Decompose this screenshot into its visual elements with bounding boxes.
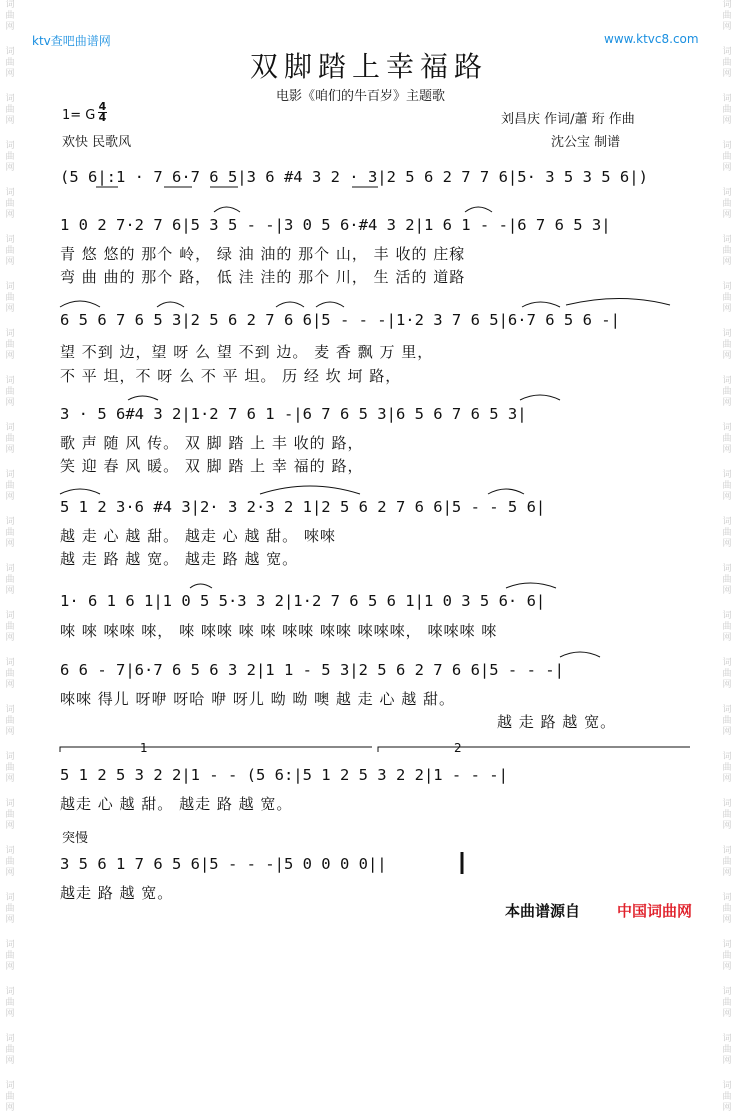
side-watermark-char: 曲 bbox=[5, 58, 15, 68]
score-line-6-notes: 1· 6 1 6 1|1 0 5 5·3 3 2|1·2 7 6 5 6 1|1 0 3 5 6· 6| bbox=[60, 592, 546, 610]
side-watermark-char: 网 bbox=[5, 257, 15, 267]
side-watermark-char: 网 bbox=[5, 868, 15, 878]
side-watermark-char: 曲 bbox=[5, 528, 15, 538]
side-watermark-char: 词 bbox=[722, 376, 732, 386]
side-watermark-char: 网 bbox=[5, 492, 15, 502]
side-watermark-char: 网 bbox=[722, 257, 732, 267]
side-watermark-char: 词 bbox=[5, 282, 15, 292]
side-watermark-char: 词 bbox=[722, 893, 732, 903]
side-watermark-char: 曲 bbox=[722, 622, 732, 632]
side-watermark-char: 网 bbox=[5, 915, 15, 925]
side-watermark-char: 词 bbox=[722, 235, 732, 245]
source-prefix: 本曲谱源自 bbox=[505, 902, 581, 920]
side-watermark-char: 词 bbox=[5, 141, 15, 151]
side-watermark-char: 词 bbox=[5, 235, 15, 245]
source-site: 中国词曲网 bbox=[617, 902, 693, 920]
score-line-2-notes: 1 0 2 7·2 7 6|5 3 5 - -|3 0 5 6·#4 3 2|1 6 1 - -|6 7 6 5 3| bbox=[60, 216, 611, 234]
score-line-4-lyric-2: 笑 迎 春 风 暖。 双 脚 踏 上 幸 福的 路， bbox=[60, 457, 364, 475]
side-watermark-char: 词 bbox=[722, 282, 732, 292]
side-watermark-char: 网 bbox=[722, 351, 732, 361]
side-watermark-char: 词 bbox=[5, 705, 15, 715]
tie bbox=[488, 489, 524, 494]
side-watermark-char: 网 bbox=[722, 727, 732, 737]
side-watermark-char: 网 bbox=[722, 22, 732, 32]
side-watermark-char: 词 bbox=[722, 329, 732, 339]
side-watermark-char: 词 bbox=[5, 799, 15, 809]
side-watermark-char: 曲 bbox=[722, 481, 732, 491]
side-watermark-char: 网 bbox=[5, 821, 15, 831]
side-watermark-char: 词 bbox=[722, 940, 732, 950]
side-watermark-char: 词 bbox=[5, 470, 15, 480]
side-watermark-char: 词 bbox=[5, 846, 15, 856]
side-watermark-char: 词 bbox=[722, 799, 732, 809]
tie bbox=[276, 302, 304, 307]
tie bbox=[316, 302, 344, 307]
side-watermark-char: 词 bbox=[722, 705, 732, 715]
side-watermark-char: 曲 bbox=[722, 387, 732, 397]
tie bbox=[128, 396, 158, 400]
side-watermark-char: 网 bbox=[722, 633, 732, 643]
side-watermark-char: 曲 bbox=[722, 246, 732, 256]
side-watermark-char: 网 bbox=[722, 868, 732, 878]
score-line-7-lyric-1: 唻唻 得儿 呀咿 呀哈 咿 呀儿 呦 呦 噢 越 走 心 越 甜。 bbox=[60, 690, 455, 708]
side-watermark-char: 词 bbox=[5, 0, 15, 10]
side-watermark-char: 曲 bbox=[5, 340, 15, 350]
side-watermark-char: 曲 bbox=[722, 152, 732, 162]
side-watermark-char: 词 bbox=[722, 141, 732, 151]
side-watermark-char: 曲 bbox=[5, 998, 15, 1008]
tie bbox=[60, 489, 100, 494]
side-watermark-char: 网 bbox=[5, 586, 15, 596]
side-watermark-char: 曲 bbox=[722, 1092, 732, 1102]
side-watermark-char: 网 bbox=[722, 69, 732, 79]
score-line-9-notes: 3 5 6 1 7 6 5 6|5 - - -|5 0 0 0 0|| bbox=[60, 855, 387, 873]
side-watermark-char: 曲 bbox=[722, 1045, 732, 1055]
side-watermark-char: 曲 bbox=[5, 152, 15, 162]
side-watermark-char: 词 bbox=[5, 517, 15, 527]
side-watermark-char: 词 bbox=[5, 376, 15, 386]
side-watermark-char: 曲 bbox=[5, 387, 15, 397]
side-watermark-char: 网 bbox=[722, 163, 732, 173]
right-watermark-strip bbox=[719, 0, 735, 1113]
score-line-3-lyric-1: 望 不到 边，望 呀 么 望 不到 边。 麦 香 飘 万 里， bbox=[60, 343, 434, 361]
side-watermark-char: 曲 bbox=[722, 810, 732, 820]
volta-1-label: 1 bbox=[140, 741, 148, 755]
side-watermark-char: 词 bbox=[5, 752, 15, 762]
side-watermark-char: 网 bbox=[5, 680, 15, 690]
side-watermark-char: 网 bbox=[5, 163, 15, 173]
side-watermark-char: 网 bbox=[722, 1103, 732, 1113]
side-watermark-char: 网 bbox=[5, 69, 15, 79]
side-watermark-char: 网 bbox=[722, 398, 732, 408]
side-watermark-char: 曲 bbox=[722, 763, 732, 773]
side-watermark-char: 曲 bbox=[5, 199, 15, 209]
side-watermark-char: 曲 bbox=[5, 481, 15, 491]
side-watermark-char: 词 bbox=[722, 658, 732, 668]
time-signature bbox=[98, 102, 107, 123]
side-watermark-char: 网 bbox=[5, 633, 15, 643]
tie bbox=[520, 395, 560, 400]
side-watermark-char: 网 bbox=[5, 116, 15, 126]
side-watermark-char: 网 bbox=[722, 680, 732, 690]
side-watermark-char: 词 bbox=[722, 188, 732, 198]
side-watermark-char: 网 bbox=[722, 1056, 732, 1066]
tie bbox=[214, 207, 240, 212]
side-watermark-char: 曲 bbox=[5, 622, 15, 632]
side-watermark-char: 词 bbox=[722, 846, 732, 856]
side-watermark-char: 曲 bbox=[722, 998, 732, 1008]
side-watermark-char: 网 bbox=[722, 304, 732, 314]
side-watermark-char: 曲 bbox=[722, 857, 732, 867]
watermark-right: www.ktvc8.com bbox=[604, 32, 699, 46]
score-line-8-notes: 5 1 2 5 3 2 2|1 - - (5 6:|5 1 2 5 3 2 2|1 - - -| bbox=[60, 766, 508, 784]
side-watermark-char: 曲 bbox=[722, 434, 732, 444]
score-line-3-lyric-2: 不 平 坦，不 呀 么 不 平 坦。 历 经 坎 坷 路， bbox=[60, 367, 402, 385]
side-watermark-char: 网 bbox=[5, 210, 15, 220]
side-watermark-char: 曲 bbox=[722, 58, 732, 68]
side-watermark-char: 网 bbox=[5, 727, 15, 737]
side-watermark-char: 网 bbox=[5, 445, 15, 455]
side-watermark-char: 词 bbox=[722, 752, 732, 762]
tie bbox=[157, 302, 184, 307]
side-watermark-char: 词 bbox=[722, 470, 732, 480]
side-watermark-char: 网 bbox=[722, 116, 732, 126]
side-watermark-char: 词 bbox=[5, 1081, 15, 1091]
side-watermark-char: 词 bbox=[5, 987, 15, 997]
side-watermark-char: 网 bbox=[5, 398, 15, 408]
side-watermark-char: 曲 bbox=[5, 716, 15, 726]
side-watermark-char: 曲 bbox=[722, 528, 732, 538]
tie bbox=[60, 301, 100, 307]
side-watermark-char: 曲 bbox=[5, 951, 15, 961]
side-watermark-char: 词 bbox=[5, 188, 15, 198]
side-watermark-char: 词 bbox=[722, 517, 732, 527]
side-watermark-char: 词 bbox=[5, 564, 15, 574]
side-watermark-char: 词 bbox=[5, 611, 15, 621]
side-watermark-char: 曲 bbox=[722, 716, 732, 726]
credits: 刘昌庆 作词/蕭 珩 作曲 bbox=[501, 112, 635, 127]
side-watermark-char: 曲 bbox=[5, 434, 15, 444]
watermark-left: ktv查吧曲谱网 bbox=[32, 34, 111, 48]
side-watermark-char: 网 bbox=[5, 1056, 15, 1066]
score-line-7-notes: 6 6 - 7|6·7 6 5 6 3 2|1 1 - 5 3|2 5 6 2 7 6 6|5 - - -| bbox=[60, 661, 564, 679]
score-line-3-notes: 6 5 6 7 6 5 3|2 5 6 2 7 6 6|5 - - -|1·2 3 7 6 5|6·7 6 5 6 -| bbox=[60, 311, 620, 329]
side-watermark-char: 网 bbox=[722, 821, 732, 831]
side-watermark-char: 曲 bbox=[5, 575, 15, 585]
side-watermark-char: 网 bbox=[722, 586, 732, 596]
score-line-4-notes: 3 · 5 6#4 3 2|1·2 7 6 1 -|6 7 6 5 3|6 5 6 7 6 5 3| bbox=[60, 405, 527, 423]
side-watermark-char: 网 bbox=[722, 962, 732, 972]
side-watermark-char: 网 bbox=[722, 1009, 732, 1019]
tie bbox=[190, 584, 212, 588]
score-line-5-notes: 5 1 2 3·6 #4 3|2· 3 2·3 2 1|2 5 6 2 7 6 6|5 - - 5 6| bbox=[60, 498, 546, 516]
side-watermark-char: 词 bbox=[5, 940, 15, 950]
side-watermark-char: 网 bbox=[722, 539, 732, 549]
side-watermark-char: 曲 bbox=[722, 11, 732, 21]
side-watermark-char: 词 bbox=[722, 1081, 732, 1091]
side-watermark-char: 网 bbox=[5, 774, 15, 784]
side-watermark-char: 词 bbox=[5, 423, 15, 433]
side-watermark-char: 网 bbox=[5, 22, 15, 32]
side-watermark-char: 网 bbox=[5, 1103, 15, 1113]
side-watermark-char: 曲 bbox=[722, 340, 732, 350]
score-line-4-lyric-1: 歌 声 随 风 传。 双 脚 踏 上 丰 收的 路， bbox=[60, 434, 364, 452]
score-line-8-lyric: 越走 心 越 甜。 越走 路 越 宽。 bbox=[60, 795, 293, 813]
side-watermark-char: 词 bbox=[5, 329, 15, 339]
side-watermark-char: 曲 bbox=[5, 904, 15, 914]
side-watermark-char: 曲 bbox=[5, 810, 15, 820]
side-watermark-char: 网 bbox=[722, 774, 732, 784]
score-line-6-lyric: 唻 唻 唻唻 唻， 唻 唻唻 唻 唻 唻唻 唻唻 唻唻唻， 唻唻唻 唻 bbox=[60, 622, 498, 640]
side-watermark-char: 曲 bbox=[5, 1045, 15, 1055]
side-watermark-char: 曲 bbox=[5, 1092, 15, 1102]
side-watermark-char: 网 bbox=[5, 351, 15, 361]
side-watermark-char: 网 bbox=[722, 492, 732, 502]
side-watermark-char: 网 bbox=[722, 445, 732, 455]
arranger: 沈公宝 制谱 bbox=[551, 135, 621, 150]
score-line-5-lyric-1: 越 走 心 越 甜。 越走 心 越 甜。 唻唻 bbox=[60, 527, 336, 545]
side-watermark-char: 曲 bbox=[722, 904, 732, 914]
tempo-marking: 欢快 民歌风 bbox=[62, 135, 132, 150]
tie bbox=[522, 302, 560, 307]
side-watermark-char: 曲 bbox=[5, 293, 15, 303]
side-watermark-char: 曲 bbox=[722, 951, 732, 961]
side-watermark-char: 词 bbox=[722, 564, 732, 574]
side-watermark-char: 曲 bbox=[5, 105, 15, 115]
side-watermark-char: 曲 bbox=[5, 246, 15, 256]
left-watermark-strip bbox=[2, 0, 18, 1113]
side-watermark-char: 词 bbox=[722, 987, 732, 997]
side-watermark-char: 网 bbox=[722, 915, 732, 925]
side-watermark-char: 词 bbox=[722, 423, 732, 433]
song-title: 双脚踏上幸福路 bbox=[250, 50, 489, 83]
side-watermark-char: 词 bbox=[5, 1034, 15, 1044]
tie bbox=[465, 207, 492, 212]
side-watermark-char: 曲 bbox=[722, 669, 732, 679]
side-watermark-char: 曲 bbox=[722, 575, 732, 585]
key-signature: 1= G bbox=[62, 108, 96, 123]
side-watermark-char: 曲 bbox=[722, 293, 732, 303]
side-watermark-char: 词 bbox=[5, 47, 15, 57]
volta-2-bracket bbox=[378, 747, 690, 752]
side-watermark-char: 曲 bbox=[5, 763, 15, 773]
tie bbox=[560, 652, 600, 657]
tie bbox=[506, 583, 556, 588]
score-line-7-lyric-2: 越 走 路 越 宽。 bbox=[497, 713, 617, 731]
side-watermark-char: 曲 bbox=[722, 199, 732, 209]
slow-marking: 突慢 bbox=[62, 831, 89, 846]
volta-1-bracket bbox=[60, 747, 372, 752]
side-watermark-char: 网 bbox=[5, 539, 15, 549]
side-watermark-char: 词 bbox=[5, 893, 15, 903]
side-watermark-char: 网 bbox=[5, 962, 15, 972]
side-watermark-char: 曲 bbox=[5, 669, 15, 679]
side-watermark-char: 曲 bbox=[722, 105, 732, 115]
side-watermark-char: 词 bbox=[722, 0, 732, 10]
score-line-9-lyric: 越走 路 越 宽。 bbox=[60, 884, 174, 902]
tie bbox=[566, 299, 670, 306]
score-line-1-notes: (5 6|:1 · 7 6·7 6 5|3 6 #4 3 2 · 3|2 5 6 2 7 7 6|5· 3 5 3 5 6|) bbox=[60, 168, 648, 186]
volta-2-label: 2 bbox=[454, 741, 462, 755]
song-subtitle: 电影《咱们的牛百岁》主题歌 bbox=[276, 89, 446, 104]
side-watermark-char: 词 bbox=[722, 611, 732, 621]
side-watermark-char: 词 bbox=[722, 47, 732, 57]
side-watermark-char: 词 bbox=[5, 658, 15, 668]
side-watermark-char: 网 bbox=[5, 1009, 15, 1019]
side-watermark-char: 词 bbox=[722, 94, 732, 104]
score-line-2-lyric-2: 弯 曲 曲的 那个 路， 低 洼 洼的 那个 川， 生 活的 道路 bbox=[60, 268, 466, 286]
side-watermark-char: 网 bbox=[5, 304, 15, 314]
side-watermark-char: 词 bbox=[5, 94, 15, 104]
time-signature-bottom: 4 bbox=[98, 111, 107, 124]
side-watermark-char: 网 bbox=[722, 210, 732, 220]
tie bbox=[260, 486, 360, 494]
score-line-5-lyric-2: 越 走 路 越 宽。 越走 路 越 宽。 bbox=[60, 550, 299, 568]
side-watermark-char: 曲 bbox=[5, 11, 15, 21]
time-signature-top: 4 bbox=[98, 100, 107, 113]
side-watermark-char: 曲 bbox=[5, 857, 15, 867]
side-watermark-char: 词 bbox=[722, 1034, 732, 1044]
score-line-2-lyric-1: 青 悠 悠的 那个 岭， 绿 油 油的 那个 山， 丰 收的 庄稼 bbox=[60, 245, 466, 263]
